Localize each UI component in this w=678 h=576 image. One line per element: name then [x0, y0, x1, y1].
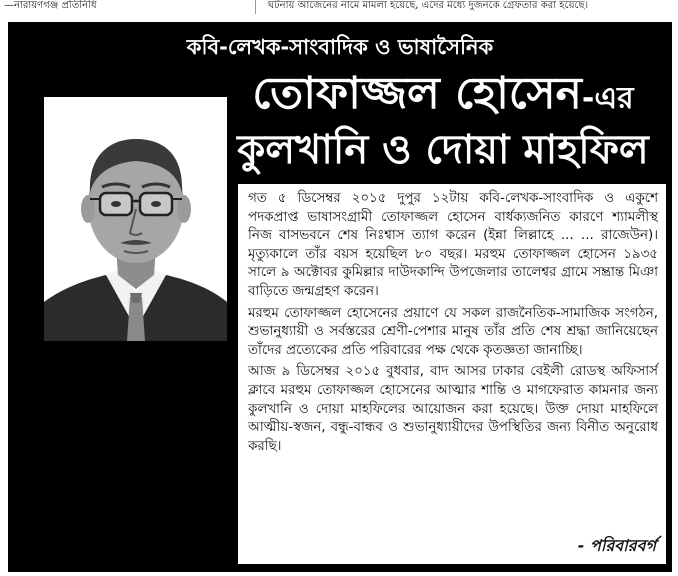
column-divider: [255, 0, 256, 14]
portrait-image: [44, 97, 227, 341]
deceased-name: তোফাজ্জল হোসেন: [252, 68, 582, 119]
notice-body: [238, 184, 666, 564]
family-signature: - পরিবারবর্গ: [577, 536, 656, 555]
notice-subtitle: কবি-লেখক-সাংবাদিক ও ভাষাসৈনিক: [186, 35, 494, 59]
paragraph-event-invitation: আজ ৯ ডিসেম্বর ২০১৫ বুধবার, বাদ আসর ঢাকার বেইলী রোডস্থ অফিসার্স ক্লাবে মরহুম তোফাজ্জল হোসেনের আত্মার শান্তি ও মাগফেরাত কামনার জন্য কুলখানি ও দোয়া মাহফিলের আয়োজন করা হয়েছে। উক্ত দোয়া মাহফিলে আত্মীয়-স্বজন, বন্ধু-বান্ধব ও শুভানুধ্যায়ীদের উপস্থিতির জন্য বিনীত অনুরোধ করছি।: [248, 364, 658, 454]
portrait-photo: [44, 97, 227, 341]
paragraph-death-announcement: গত ৫ ডিসেম্বর ২০১৫ দুপুর ১২টায় কবি-লেখক-সাংবাদিক ও একুশে পদকপ্রাপ্ত ভাষাসংগ্রামী তোফাজ্জল হোসেন বার্ধক্যজনিত কারণে শ্যামলীস্থ নিজ বাসভবনে শেষ নিঃশ্বাস ত্যাগ করেন (ইন্না লিল্লাহে ... ... রাজেউন)। মৃত্যুকালে তাঁর বয়স হয়েছিল ৮০ বছর। মরহুম তোফাজ্জল হোসেন ১৯৩৫ সালে ৯ অক্টোবর কুমিল্লার দাউদকান্দি উপজেলার তালেশ্বর গ্রামে সম্ভ্রান্ত মিঞা বাড়িতে জন্মগ্রহণ করেন।: [248, 191, 658, 299]
obituary-notice: [8, 22, 672, 572]
name-suffix: -এর: [581, 81, 634, 116]
reporter-credit: —নারায়ণগঞ্জ প্রতিনিধি: [4, 0, 97, 11]
adjacent-news-strip: [0, 0, 678, 14]
paragraph-gratitude: মরহুম তোফাজ্জল হোসেনের প্রয়াণে যে সকল রাজনৈতিক-সামাজিক সংগঠন, শুভানুধ্যায়ী ও সর্বস্তরের শ্রেণী-পেশার মানুষ তাঁর প্রতি শেষ শ্রদ্ধা জানিয়েছেন তাঁদের প্রত্যেকের প্রতি পরিবারের পক্ষ থেকে কৃতজ্ঞতা জানাচ্ছি।: [248, 305, 658, 358]
adjacent-news-text: ঘটনায় আজেনের নামে মামলা হয়েছে, এদের মধ্যে দুজনকে গ্রেফতার করা হয়েছে।: [268, 0, 589, 11]
event-headline: কুলখানি ও দোয়া মাহফিল: [237, 127, 649, 173]
